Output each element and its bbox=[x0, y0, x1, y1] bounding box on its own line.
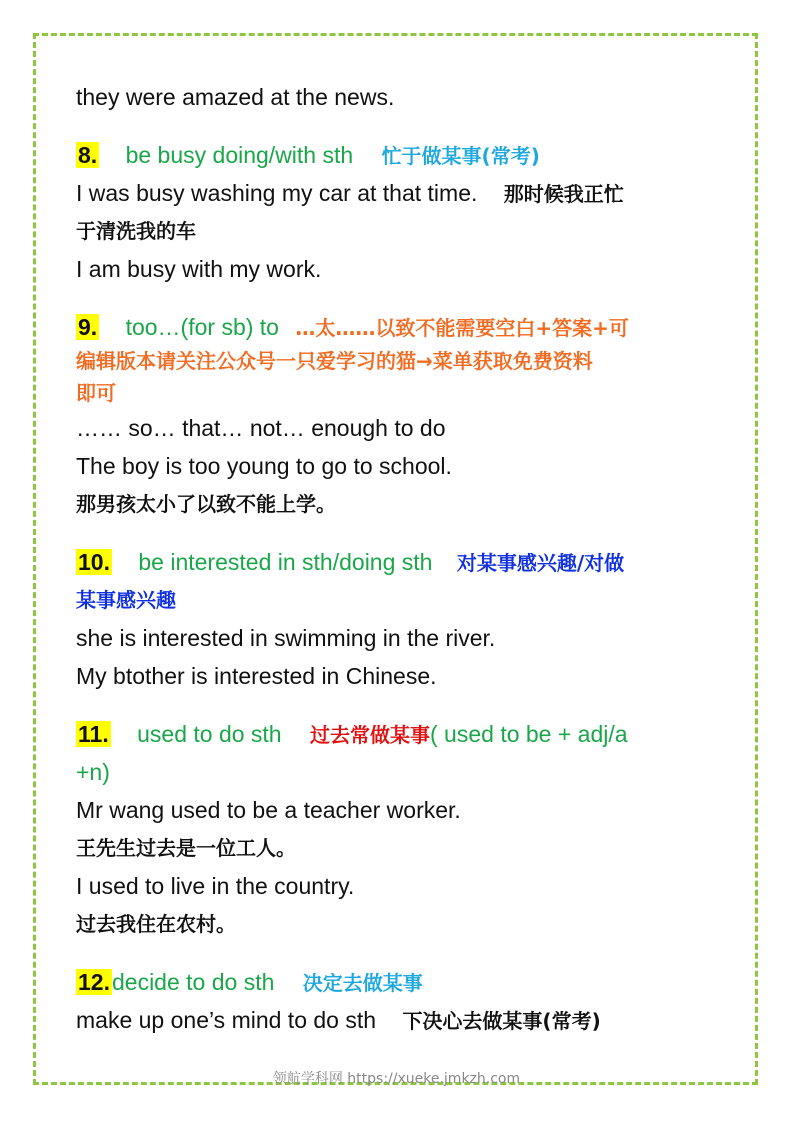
example-sentence: Mr wang used to be a teacher worker. bbox=[76, 797, 461, 823]
item-number: 12. bbox=[78, 969, 110, 995]
sentence-translation: 下决心去做某事(常考) bbox=[402, 1009, 601, 1033]
example-sentence: My btother is interested in Chinese. bbox=[76, 663, 437, 689]
sentence-translation: 过去我住在农村。 bbox=[76, 912, 236, 936]
sentence-translation: 王先生过去是一位工人。 bbox=[76, 836, 296, 860]
phrase-meaning-continued: 即可 bbox=[76, 381, 116, 405]
item-9-heading bbox=[76, 312, 629, 343]
item-11-heading bbox=[76, 719, 628, 750]
sentence-text: they were amazed at the news. bbox=[76, 84, 395, 110]
item-number: 11. bbox=[78, 721, 109, 747]
phrase-note-continued: +n) bbox=[76, 759, 110, 785]
sentence-translation: 于清洗我的车 bbox=[76, 219, 196, 243]
example-sentence: …… so… that… not… enough to do bbox=[76, 415, 446, 441]
sentence-text: I was busy washing my car at that time. bbox=[76, 180, 478, 206]
phrase: decide to do sth bbox=[111, 969, 275, 995]
footer-watermark: 领航学科网 https://xueke.jmkzh.com bbox=[272, 1071, 521, 1087]
item-number: 9. bbox=[78, 314, 98, 340]
phrase: too…(for sb) to bbox=[125, 314, 279, 340]
example-sentence: I am busy with my work. bbox=[76, 256, 322, 282]
phrase-meaning: 对某事感兴趣/对做 bbox=[456, 551, 625, 575]
phrase: be busy doing/with sth bbox=[125, 142, 354, 168]
item-8-heading bbox=[76, 140, 540, 171]
sentence-translation: 那时候我正忙 bbox=[503, 182, 624, 206]
phrase-meaning: …太……以致不能需要空白+答案+可 bbox=[295, 316, 629, 340]
phrase: be interested in sth/doing sth bbox=[138, 549, 433, 575]
example-sentence: I used to live in the country. bbox=[76, 873, 355, 899]
example-sentence bbox=[76, 82, 394, 112]
item-number: 8. bbox=[78, 142, 98, 168]
sentence-text: make up one’s mind to do sth bbox=[76, 1007, 377, 1033]
example-sentence: she is interested in swimming in the river. bbox=[76, 625, 496, 651]
item-number: 10. bbox=[78, 549, 110, 575]
example-sentence: The boy is too young to go to school. bbox=[76, 453, 452, 479]
example-sentence bbox=[76, 1005, 601, 1036]
phrase-note: ( used to be + adj/a bbox=[430, 721, 628, 747]
phrase: used to do sth bbox=[137, 721, 282, 747]
phrase-meaning-continued: 某事感兴趣 bbox=[76, 588, 176, 612]
phrase-meaning: 决定去做某事 bbox=[302, 971, 423, 995]
sentence-translation: 那男孩太小了以致不能上学。 bbox=[76, 492, 336, 516]
item-10-heading bbox=[76, 547, 624, 578]
example-sentence bbox=[76, 178, 624, 209]
phrase-meaning: 过去常做某事 bbox=[310, 723, 430, 747]
phrase-meaning: 忙于做某事(常考) bbox=[381, 144, 540, 168]
phrase-meaning-continued: 编辑版本请关注公众号一只爱学习的猫→菜单获取免费资料 bbox=[76, 349, 593, 373]
item-12-heading bbox=[76, 967, 423, 998]
